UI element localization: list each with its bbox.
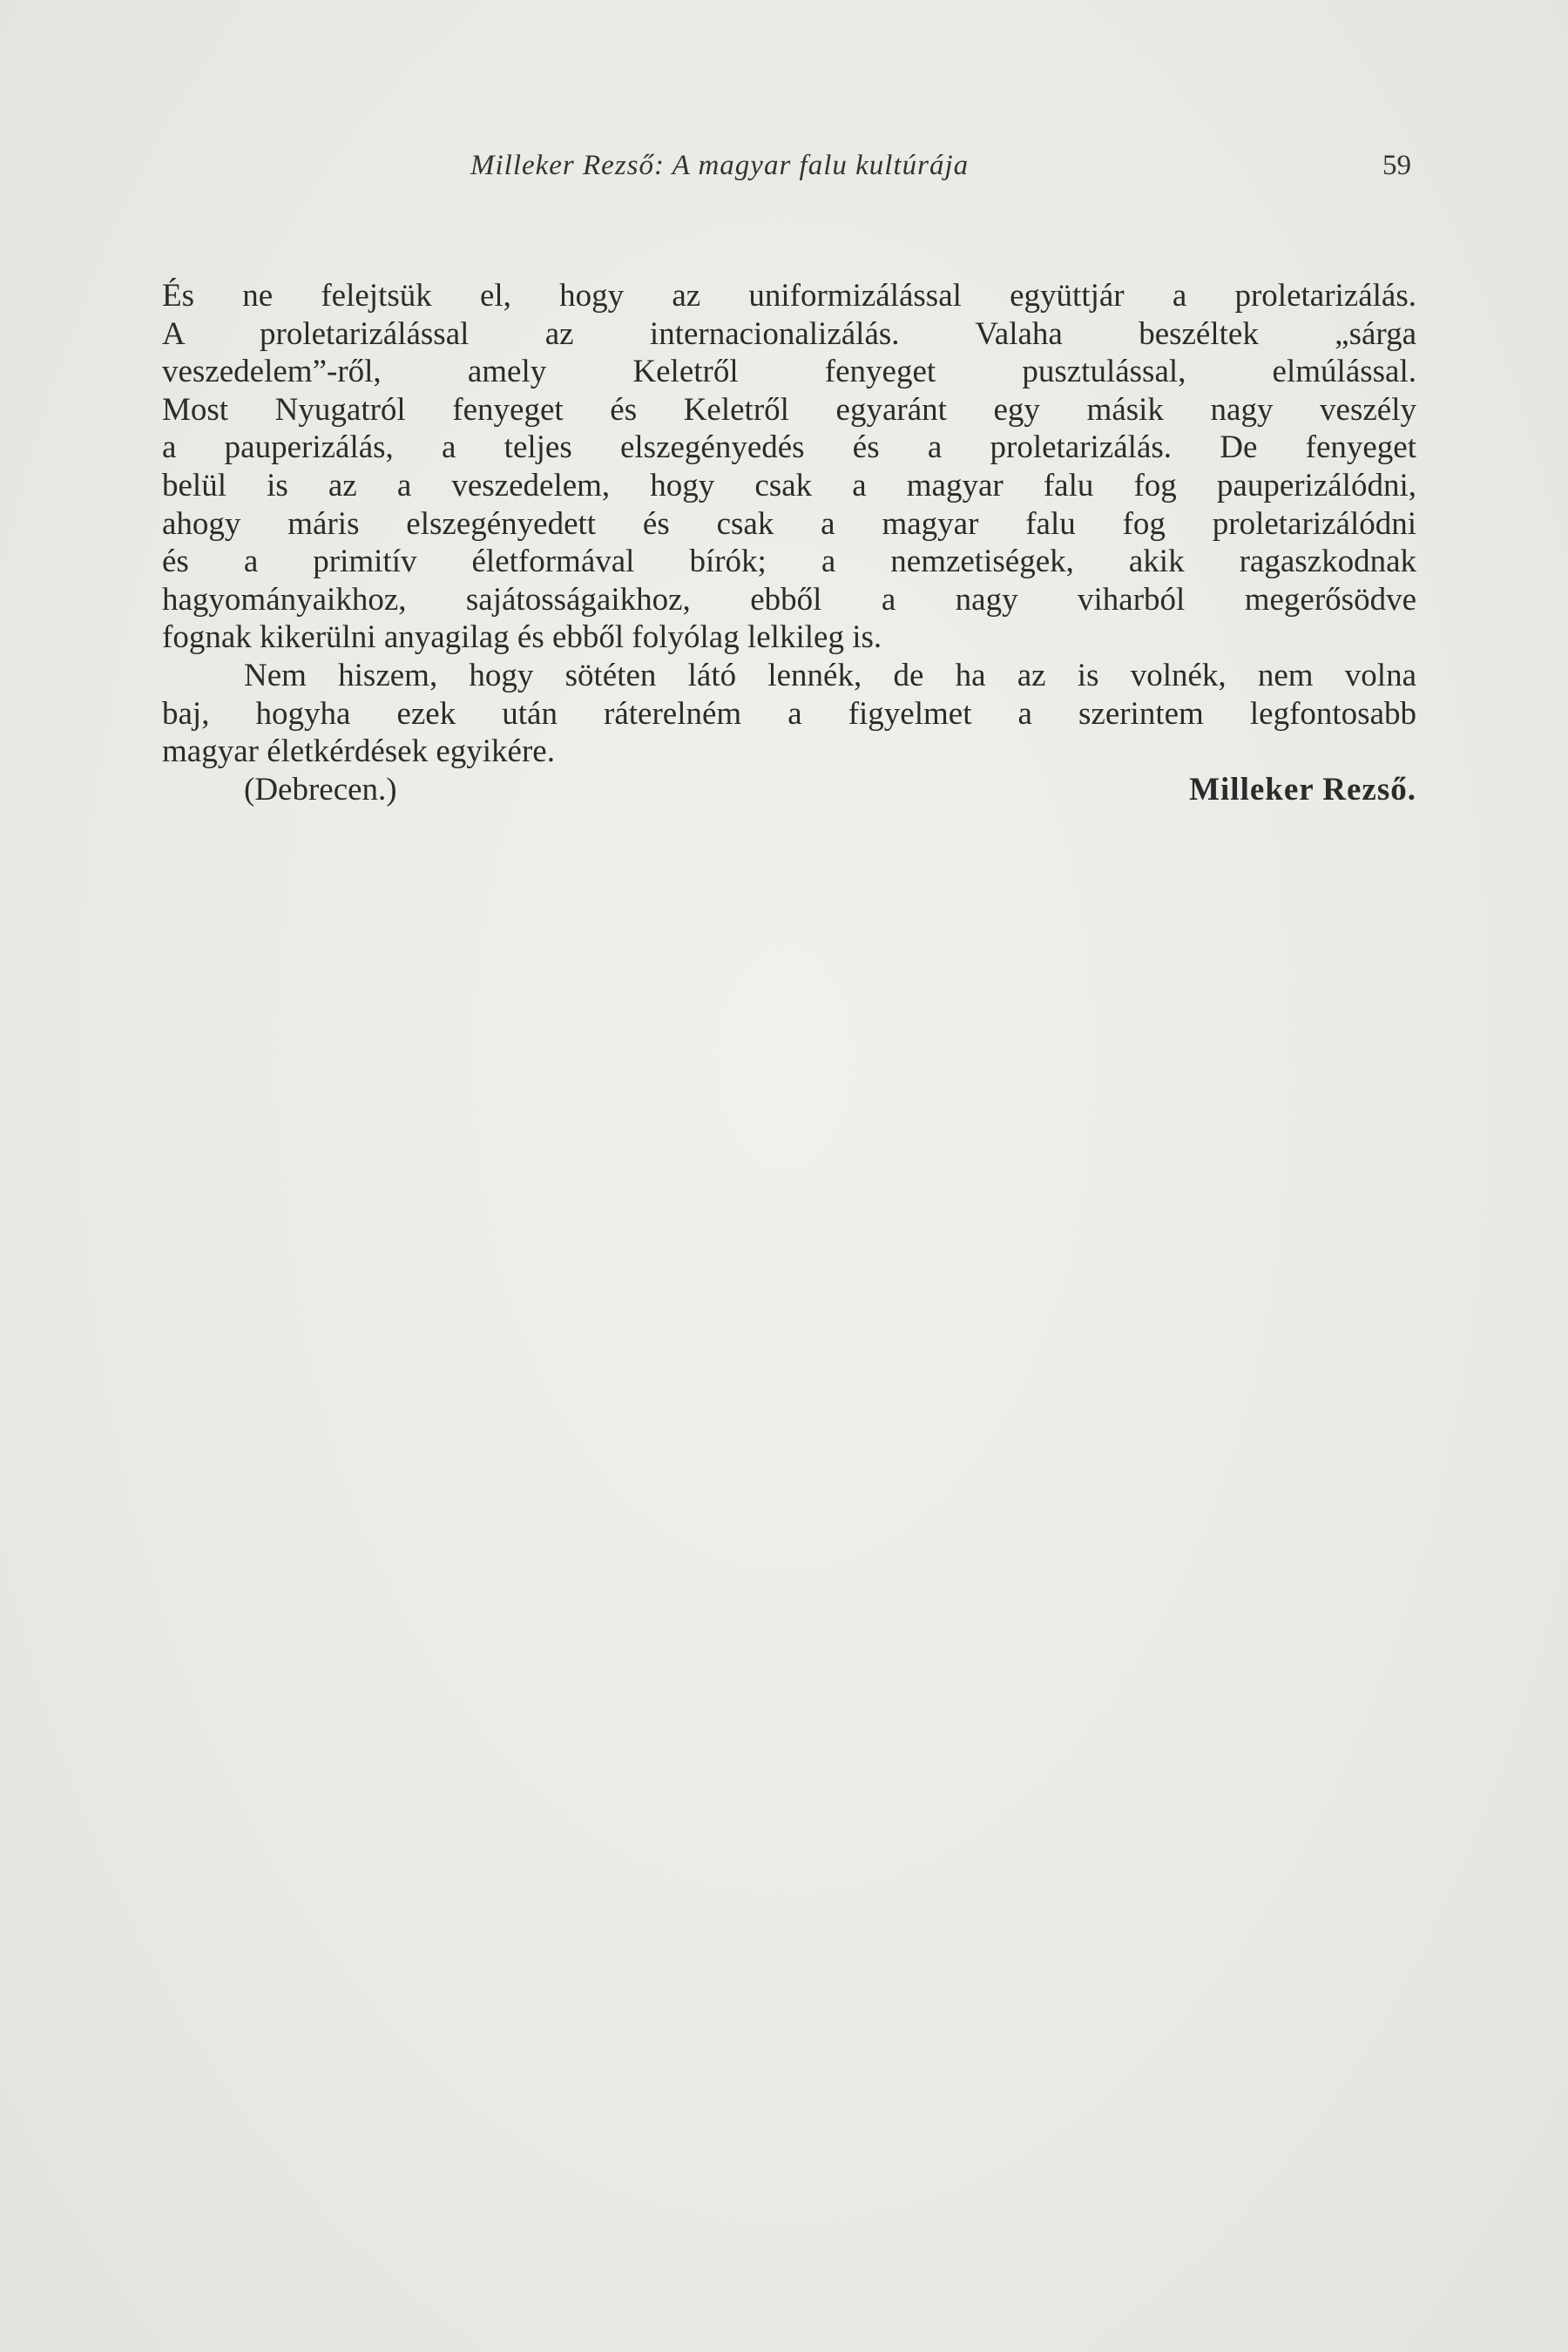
text-line: a pauperizálás, a teljes elszegényedés és a proletarizálás. De fenyeget: [162, 429, 1416, 466]
text-line: fognak kikerülni anyagilag és ebből folyólag lelkileg is.: [162, 619, 882, 656]
text-line: baj, hogyha ezek után ráterelném a figyelmet a szerintem legfontosabb: [162, 695, 1416, 732]
text-line: A proletarizálással az internacionalizálás. Valaha beszéltek „sárga: [162, 315, 1416, 352]
page-header: [470, 150, 1411, 193]
body-text: [162, 277, 1416, 808]
text-line: És ne felejtsük el, hogy az uniformizálással együttjár a proletarizálás.: [162, 278, 1416, 314]
text-line: hagyományaikhoz, sajátosságaikhoz, ebből a nagy viharból megerősödve: [162, 581, 1416, 618]
running-title: Milleker Rezső: A magyar falu kultúrája: [470, 150, 970, 181]
text-line: Nem hiszem, hogy sötéten látó lennék, de ha az is volnék, nem volna: [244, 657, 1416, 693]
text-line: ahogy máris elszegényedett és csak a magyar falu fog proletarizálódni: [162, 505, 1416, 542]
text-line: és a primitív életformával bírók; a nemzetiségek, akik ragaszkodnak: [162, 544, 1416, 580]
place: (Debrecen.): [244, 771, 397, 808]
text-line: Most Nyugatról fenyeget és Keletről egyaránt egy másik nagy veszély: [162, 391, 1416, 428]
signature-row: [162, 771, 1416, 809]
page-number: 59: [1382, 150, 1411, 181]
author-signature: Milleker Rezső.: [1189, 771, 1416, 808]
text-line: belül is az a veszedelem, hogy csak a magyar falu fog pauperizálódni,: [162, 467, 1416, 504]
text-line: veszedelem”-ről, amely Keletről fenyeget pusztulással, elmúlással.: [162, 354, 1416, 390]
text-line: magyar életkérdések egyikére.: [162, 733, 555, 770]
